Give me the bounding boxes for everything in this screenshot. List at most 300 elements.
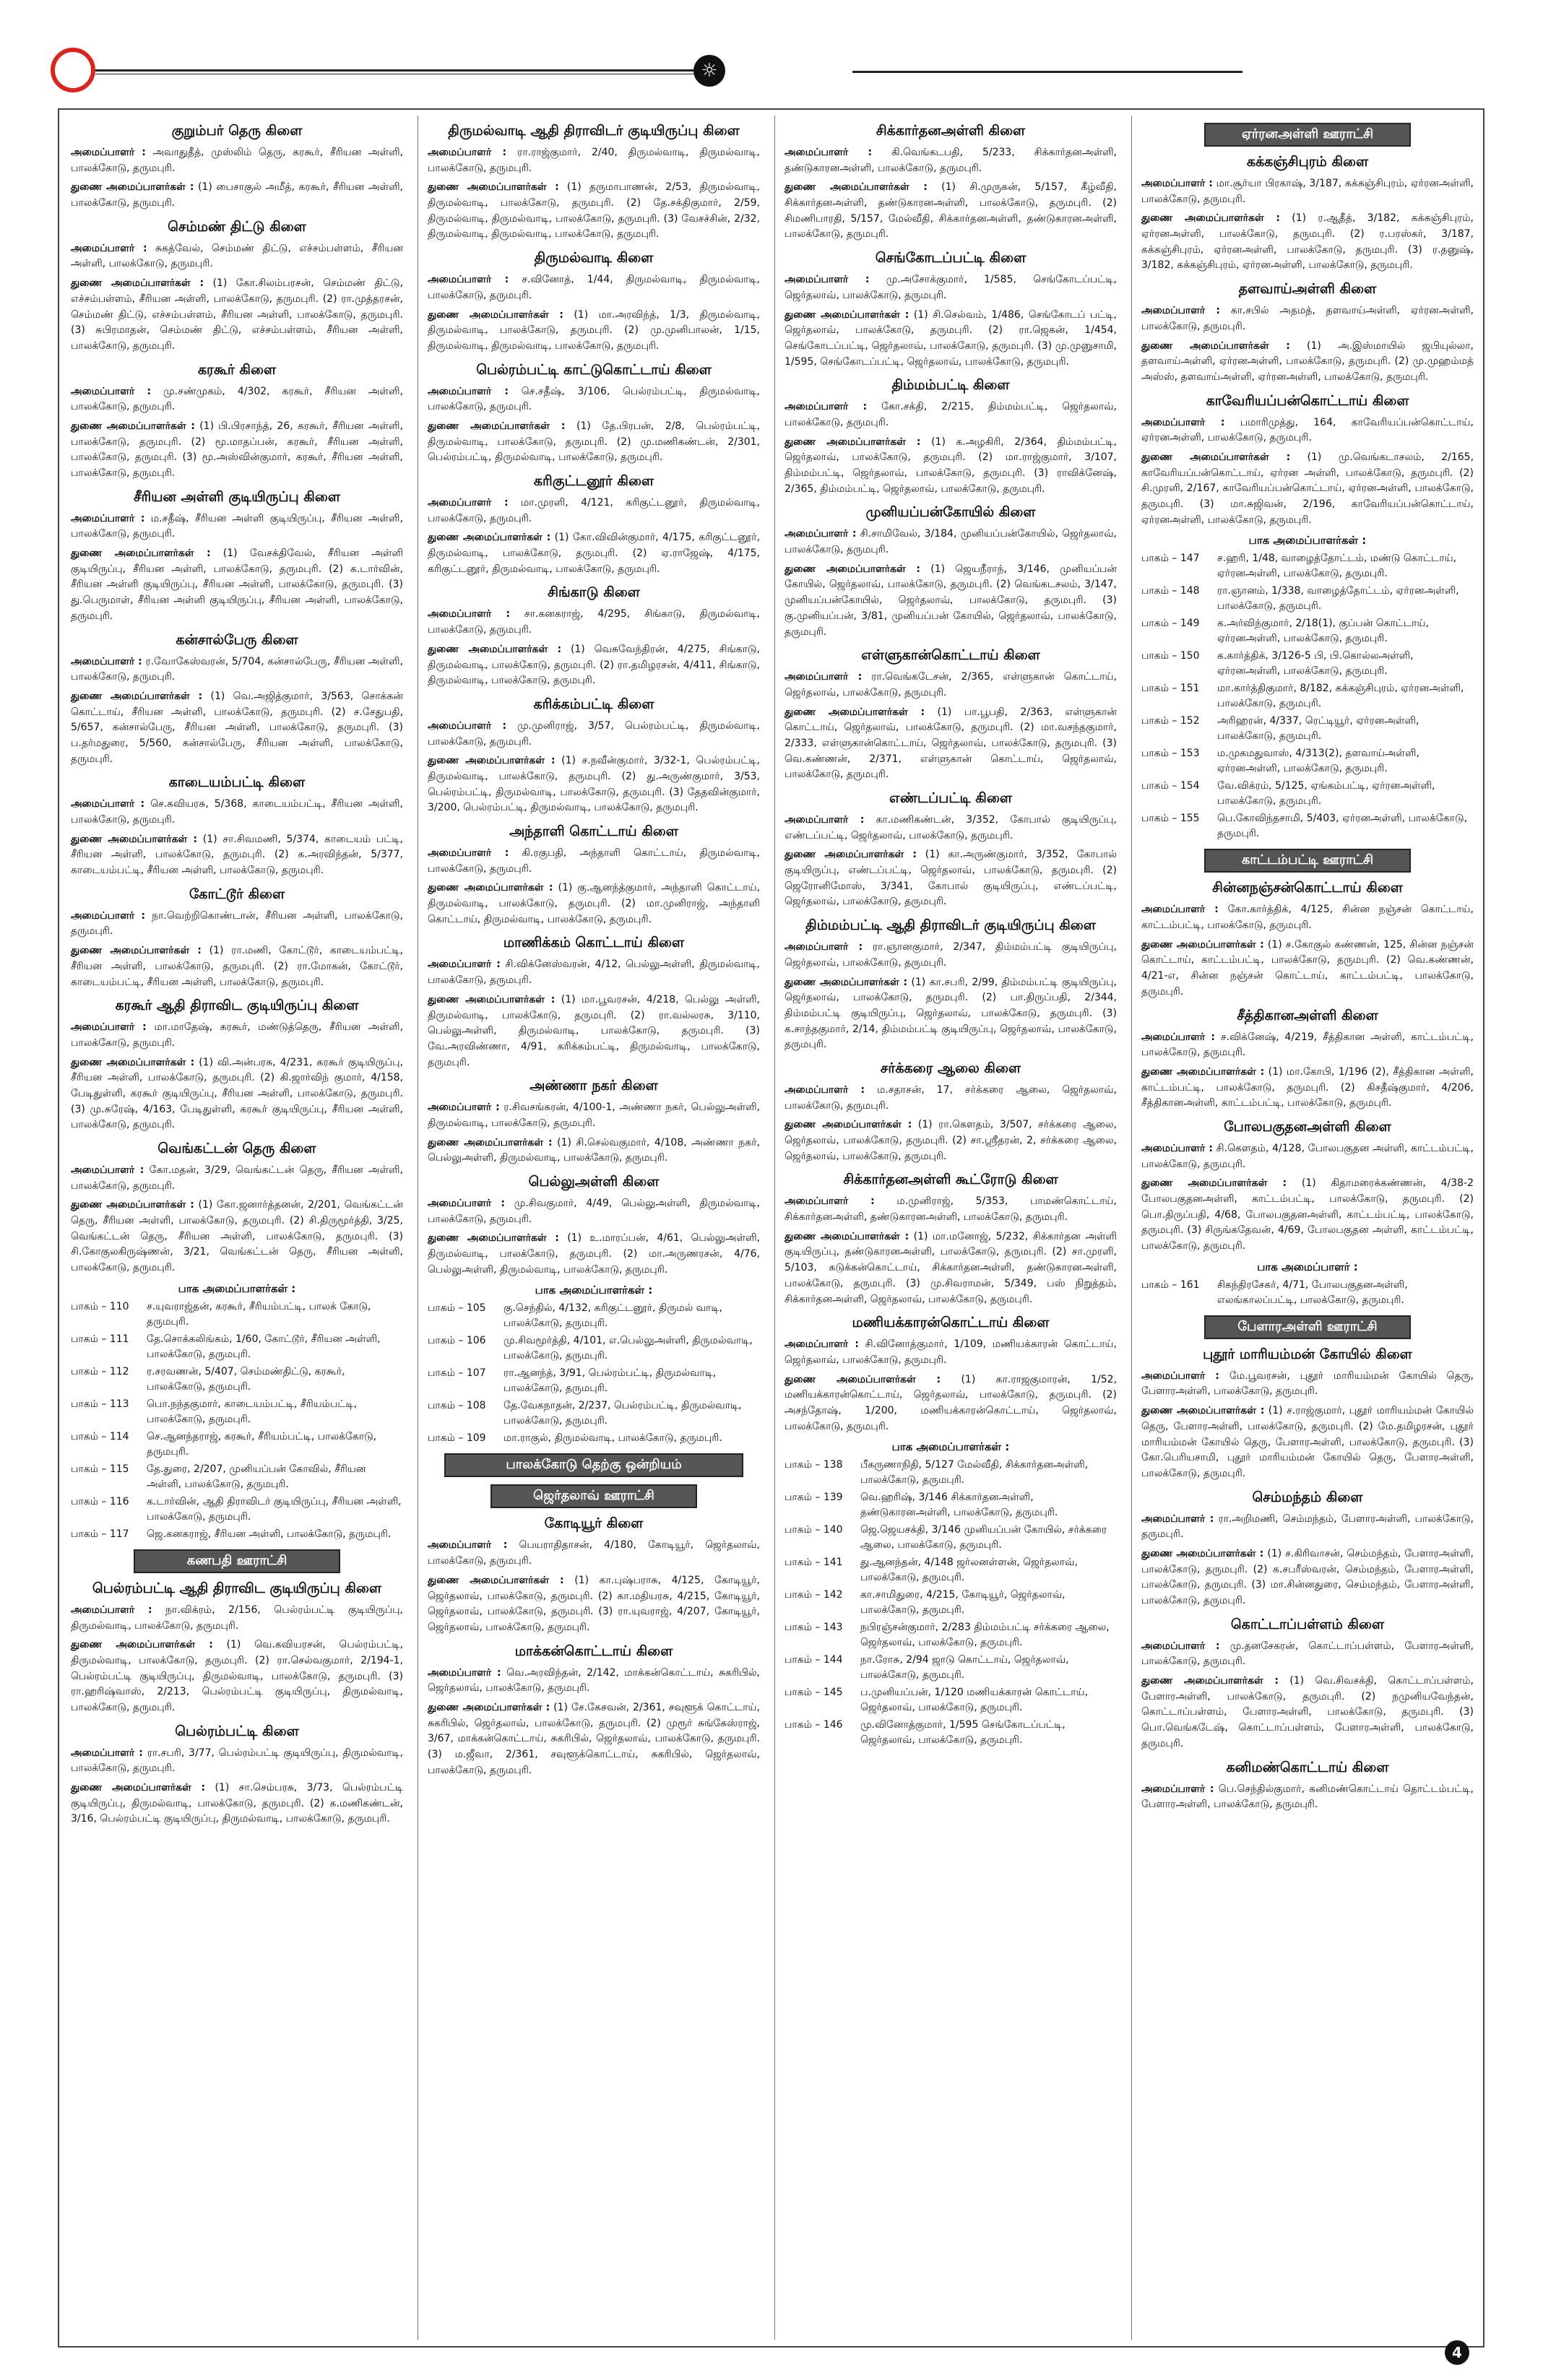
- branch-section: [428, 123, 760, 243]
- bagam-number: பாகம் – 108: [428, 1400, 486, 1412]
- bagam-number: பாகம் – 146: [785, 1719, 843, 1731]
- secretary-line: [428, 1538, 760, 1569]
- branch-title: சிக்கார்தனஅள்ளி கிளை: [876, 123, 1026, 139]
- branch-title: மாணிக்கம் கொட்டாய் கிளை: [503, 935, 685, 951]
- secretary-value: கா.சபில் அதமத், தளவாய்அள்ளி, ஏர்ரனஅள்ளி, பாலக்கோடு, தருமபுரி.: [1141, 305, 1474, 332]
- deputies-label: துணை அமைப்பாளர்கள் :: [785, 563, 920, 575]
- deputies-value: (1) மா.கோபி, 1/196 (2), சீத்திகான அள்ளி, காட்டம்பட்டி, பாலக்கோடு, தருமபுரி. (2) கிசதீஷ்குமார், 4/206, சீத்திகானஅள்ளி, காட்டம்பட்டி, பாலக்கோடு, தருமபுரி.: [1141, 1065, 1474, 1109]
- deputies-value: (1) கோ.விவின்குமார், 4/175, கரிகுட்டனூர், திருமல்வாடி, பாலக்கோடு, தருமபுரி. (2) ஏ.ராஜேஷ், 4/175, கரிகுட்டனூர், திருமல்வாடி, பாலக்கோடு, தருமபுரி.: [428, 532, 760, 575]
- secretary-value: நா.விக்ரம், 2/156, பெல்ரம்பட்டி குடியிருப்பு, திருமல்வாடி, பாலக்கோடு, தருமபுரி.: [71, 1604, 403, 1632]
- bagam-person: கு.செந்தில், 4/132, கரிகுட்டனூர், திருமல் வாடி, பாலக்கோடு, தருமபுரி.: [503, 1302, 722, 1330]
- secretary-line: [71, 1746, 403, 1777]
- deputies-label: துணை அமைப்பாளர்கள் :: [428, 532, 551, 544]
- branch-title: காடையம்பட்டி கிளை: [168, 774, 306, 791]
- deputies-label: துணை அமைப்பாளர்கள் :: [71, 1199, 194, 1211]
- deputies-line: [785, 180, 1117, 243]
- ooratchi-banner: பேளாரஅள்ளி ஊராட்சி: [1204, 1315, 1410, 1339]
- deputies-label: துணை அமைப்பாளர்கள் :: [785, 1230, 909, 1242]
- bagam-number: பாகம் – 105: [428, 1302, 486, 1315]
- secretary-value: செ.சதீஷ், 3/106, பெல்ரம்பட்டி, திருமல்வாடி, பாலக்கோடு, தருமபுரி.: [428, 385, 760, 413]
- bagam-row: [1141, 551, 1474, 581]
- secretary-line: [1141, 176, 1474, 207]
- bagam-row: [1141, 616, 1474, 646]
- deputies-value: (1) பா.பூபதி, 2/363, எள்ளுகான் கொட்டாய், ஜெர்தலாவ், பாலக்கோடு, தருமபுரி. (2) மா.வசந்தகுமார், 2/333, எள்ளுகான்கொட்டாய், ஜெர்தலாவ், பாலக்கோடு, தருமபுரி. (3) வெ.கண்ணன், 2/371, எள்ளுகான் கொட்டாய், ஜெர்தலாவ், பாலக்கோடு, தருமபுரி.: [785, 706, 1117, 781]
- deputies-label: துணை அமைப்பாளர்கள் :: [1141, 212, 1280, 225]
- branch-title: கரிகுட்டனூர் கிளை: [533, 473, 654, 489]
- union-banner: பாலக்கோடு தெற்கு ஒன்றியம்: [444, 1453, 743, 1477]
- deputies-label: துணை அமைப்பாளர்கள் :: [428, 1574, 564, 1586]
- bagam-heading: பாக அமைப்பாளர்கள் :: [535, 1284, 653, 1297]
- secretary-line: [71, 797, 403, 828]
- column-4: [1134, 116, 1481, 2340]
- branch-title: கரிக்கம்பட்டி கிளை: [533, 696, 654, 712]
- branch-list: [428, 1515, 760, 1778]
- bagam-person: தே.துரை, 2/207, முனியப்பன் கோவில், சீரியன அள்ளி, பாலக்கோடு, தருமபுரி.: [147, 1463, 366, 1490]
- branch-section: [71, 123, 403, 212]
- secretary-label: அமைப்பாளர் :: [71, 147, 146, 158]
- bagam-person: பொ.நந்தகுமார், காடையம்பட்டி, சீரியம்பட்டி, பாலக்கோடு, தருமபுரி.: [147, 1398, 358, 1425]
- bagam-row: [1141, 714, 1474, 744]
- deputies-label: துணை அமைப்பாளர்கள் :: [71, 1056, 195, 1068]
- bagam-person: செ.ஆனந்தராஜ், கரகூர், சீரியம்பட்டி, பாலக்கோடு, தருமபுரி.: [147, 1430, 377, 1458]
- secretary-line: [1141, 902, 1474, 933]
- deputies-value: (1) கிதாமரைக்கண்ணன், 4/38-2 போலபகுதனஅள்ளி, காட்டம்பட்டி, பாலக்கோடு, தருமபுரி. (2) பொ.திருப்பதி, 4/68, போலபகுதனஅள்ளி, காட்டம்பட்டி, பாலக்கோடு, தருமபுரி. (3) சிருங்கதேவன், 4/69, போலபகுதன அள்ளி, காட்டம்பட்டி, பாலக்கோடு, தருமபுரி.: [1141, 1177, 1474, 1252]
- secretary-label: அமைப்பாளர் :: [1141, 178, 1213, 189]
- deputies-line: [428, 530, 760, 577]
- secretary-label: அமைப்பாளர் :: [71, 909, 146, 922]
- deputies-line: [1141, 1674, 1474, 1752]
- deputies-label: துணை அமைப்பாளர்கள் :: [1141, 938, 1264, 951]
- branch-list: [428, 123, 760, 1278]
- secretary-line: [71, 909, 403, 940]
- bagam-row: [1141, 811, 1474, 841]
- column-divider: [1131, 116, 1132, 2340]
- deputies-line: [785, 847, 1117, 910]
- ooratchi-banner: ஜெர்தலாவ் ஊராட்சி: [490, 1484, 696, 1508]
- bagam-person: வே.விக்ரம், 5/125, ஏங்கம்பட்டி, ஏர்ரனஅள்ளி, பாலக்கோடு, தருமபுரி.: [1217, 780, 1435, 808]
- branch-section: [1141, 281, 1474, 385]
- secretary-value: அவாதுதீத், முஸ்லிம் தெரு, கரகூர், சீரியன அள்ளி, பாலக்கோடு, தருமபுரி.: [71, 147, 404, 174]
- branch-title: சர்க்கரை ஆலை கிளை: [880, 1060, 1021, 1076]
- branch-title: எண்டப்பட்டி கிளை: [889, 790, 1012, 806]
- bagam-person: அரிஹரன், 4/337, ரெட்டியூர், ஏர்ரனஅள்ளி, பாலக்கோடு, தருமபுரி.: [1217, 715, 1419, 743]
- deputies-label: துணை அமைப்பாளர்கள் :: [428, 1701, 550, 1713]
- secretary-value: பமாரிமுத்து, 164, காவேரியப்பன்கொட்டாய், ஏர்ரனஅள்ளி, பாலக்கோடு, தருமபுரி.: [1141, 416, 1474, 444]
- bagam-person: பெ.கோவிந்தசாமி, 5/403, ஏர்ரனஅள்ளி, பாலக்கோடு, தருமபுரி.: [1217, 813, 1468, 840]
- secretary-label: அமைப்பாளர் :: [785, 671, 863, 683]
- secretary-value: பெ.செந்தில்குமார், கனிமண்கொட்டாய் தொட்டம்பட்டி, பேளாரஅள்ளி, பாலக்கோடு, தருமபுரி.: [1141, 1783, 1474, 1811]
- column-divider: [774, 116, 775, 2340]
- deputies-label: துணை அமைப்பாளர்கள் :: [785, 1119, 912, 1131]
- secretary-label: அமைப்பாளர் :: [785, 941, 863, 953]
- branch-section: [785, 1172, 1117, 1307]
- page-number: 4: [1445, 2340, 1469, 2365]
- secretary-line: [71, 241, 403, 272]
- deputies-label: துணை அமைப்பாளர்கள் :: [71, 181, 194, 194]
- deputies-label: துணை அமைப்பாளர்கள் :: [1141, 1547, 1264, 1559]
- bagam-row: [785, 1490, 1117, 1520]
- secretary-line: [785, 940, 1117, 971]
- emblem-icon: ☼: [693, 55, 725, 87]
- secretary-value: கி.ரகுபதி, அந்தாளி கொட்டாய், திருமல்வாடி, பாலக்கோடு, தருமபுரி.: [428, 847, 761, 875]
- secretary-label: அமைப்பாளர் :: [1141, 1031, 1216, 1043]
- bagam-number: பாகம் – 155: [1141, 813, 1200, 825]
- secretary-label: அமைப்பாளர் :: [428, 959, 501, 971]
- bagam-person: நா.ரோசு, 2/94 ஜாடு கொட்டாய், ஜெர்தலாவ், பாலக்கோடு, தருமபுரி.: [860, 1654, 1069, 1682]
- column-2: [420, 116, 767, 2340]
- deputies-value: (1) ஜெயநீராந், 3/146, முனியப்பன் கோயில், ஜெர்தலாவ், பாலக்கோடு, தருமபுரி. (2) வெங்கடசலம், 3/147, முனியப்பன்கோயில், ஜெர்தலாவ், பாலக்கோடு, தருமபுரி. (3) கு.முனியப்பன், 3/81, முனியப்பன் கோயில், ஜெர்தலாவ், பாலக்கோடு, தருமபுரி.: [785, 563, 1117, 638]
- branch-section: [71, 632, 403, 768]
- branch-section: [428, 696, 760, 816]
- secretary-line: [71, 145, 403, 176]
- branch-title: வெங்கட்டன் தெரு கிளை: [157, 1141, 316, 1156]
- bagam-row: [1141, 779, 1474, 809]
- branch-title: பெல்ரம்பட்டி கிளை: [175, 1723, 299, 1739]
- bagam-person: மா.கார்த்திகுமார், 8/182, கக்கஞ்சிபுரம், ஏர்ரனஅள்ளி, பாலக்கோடு, தருமபுரி.: [1217, 683, 1464, 710]
- bagam-row: [1141, 746, 1474, 776]
- secretary-value: ரா.அறிமணி, செம்மந்தம், பேளாரஅள்ளி, பாலக்கோடு, தருமபுரி.: [1141, 1513, 1474, 1541]
- secretary-label: அமைப்பாளர் :: [1141, 1513, 1214, 1525]
- secretary-value: கோ.கார்த்திக், 4/125, சின்ன நஞ்சன் கொட்டாய், காட்டம்பட்டி, பாலக்கோடு, தருமபுரி.: [1141, 904, 1474, 932]
- branch-section: [785, 377, 1117, 497]
- secretary-value: ர.வோகேஸ்வரன், 5/704, கன்சால்பேரு, சீரியன அள்ளி, பாலக்கோடு, தருமபுரி.: [71, 655, 403, 683]
- bagam-number: பாகம் – 141: [785, 1557, 843, 1569]
- bagam-number: பாகம் – 112: [71, 1365, 129, 1377]
- branch-title: திருமல்வாடி கிளை: [534, 250, 654, 267]
- secretary-value: ம.சதாசன், 17, சர்க்கரை ஆலை, ஜெர்தலாவ், பாலக்கோடு, தருமபுரி.: [785, 1083, 1117, 1112]
- bagam-number: பாகம் – 106: [428, 1335, 486, 1347]
- bagam-person: வெ.ஹரிஷ், 3/146 சிக்கார்தனஅள்ளி, தண்டுகாரனஅள்ளி, பாலக்கோடு, தருமபுரி.: [860, 1492, 1058, 1519]
- secretary-line: [428, 272, 760, 303]
- branch-title: தளவாய்அள்ளி கிளை: [1238, 281, 1377, 298]
- deputies-line: [71, 1055, 403, 1133]
- bagam-row: [785, 1718, 1117, 1748]
- deputies-label: துணை அமைப்பாளர்கள் :: [71, 1782, 206, 1793]
- branch-list: [71, 1580, 403, 1827]
- bagam-number: பாகம் – 109: [428, 1432, 486, 1445]
- secretary-value: சி.வினோத்குமார், 1/109, மணியக்காரன் கொட்டாய், ஜெர்தலாவ், பாலக்கோடு, தருமபுரி.: [785, 1338, 1117, 1366]
- deputies-value: (1) ச.நவீன்குமார், 3/32-1, பெல்ரம்பட்டி, திருமல்வாடி, பாலக்கோடு, தருமபுரி. (2) து.அருண்குமார், 3/53, பெல்ரம்பட்டி, திருமல்வாடி, பாலக்கோடு, தருமபுரி. (3) தேதவின்குமார், 3/200, பெல்ரம்பட்டி, திருமல்வாடி, பாலக்கோடு, தருமபுரி.: [428, 755, 760, 814]
- deputies-value: (1) வி.அன்பரசு, 4/231, கரகூர் குடியிருப்பு, சீரியன அள்ளி, பாலக்கோடு, தருமபுரி. (2) கி.ஜார்விந் குமார், 4/158, பேடிதுள்ளி, கரகூர் குடியிருப்பு, சீரியன அள்ளி, பாலக்கோடு, தருமபுரி. (3) மு.சுரேஷ், 4/163, பேடிதுள்ளி, கரகூர் குடியிருப்பு, சீரியன அள்ளி, பாலக்கோடு, தருமபுரி.: [71, 1056, 403, 1131]
- deputies-value: (1) மு.வெங்கடாசலம், 2/165, காவேரியப்பன்கொட்டாய், ஏர்ரன அள்ளி, பாலக்கோடு, தருமபுரி. (2) சி.முரளி, 2/167, காவேரியப்பன்கொட்டாய், ஏர்ரனஅள்ளி, பாலக்கோடு, தருமபுரி. (3) மா.சுஜிவன், 2/196, காவேரியப்பன்கொட்டாய், ஏர்ரனஅள்ளி, பாலக்கோடு, தருமபுரி.: [1141, 451, 1474, 526]
- deputies-line: [428, 753, 760, 816]
- secretary-value: நா.வெற்றிகொண்டான், சீரியன அள்ளி, பாலக்கோடு, தருமபுரி.: [71, 909, 403, 938]
- bagam-number: பாகம் – 111: [71, 1333, 129, 1345]
- deputies-label: துணை அமைப்பாளர்கள் :: [428, 181, 559, 194]
- bagam-person: க.கார்த்திக், 3/126-5 பி, பி.கொல்லஅள்ளி, ஏர்ரனஅள்ளி, பாலக்கோடு, தருமபுரி.: [1217, 650, 1414, 678]
- deputies-label: துணை அமைப்பாளர்கள் :: [71, 690, 203, 702]
- bagam-number: பாகம் – 110: [71, 1300, 129, 1312]
- branch-section: [785, 917, 1117, 1053]
- secretary-label: அமைப்பாளர் :: [785, 1083, 865, 1096]
- branch-section: [785, 790, 1117, 910]
- branch-title: சிக்கார்தனஅள்ளி கூட்ரோடு கிளை: [843, 1172, 1058, 1188]
- secretary-value: மு.சிவகுமார், 4/49, பெல்லுஅள்ளி, திருமல்வாடி, பாலக்கோடு, தருமபுரி.: [428, 1198, 760, 1225]
- deputies-value: (1) மா.பூவரசன், 4/218, பெல்லு அள்ளி, திருமல்வாடி, பாலக்கோடு, தருமபுரி. (2) ரா.வல்லரசு, 3/110, பெல்லுஅள்ளி, திருமல்வாடி, பாலக்கோடு, தருமபுரி. (3) வே.அரவிண்ணா, 4/91, கரிக்கம்பட்டி, திருமல்வாடி, பாலக்கோடு, தருமபுரி.: [428, 993, 761, 1068]
- bagam-number: பாகம் – 152: [1141, 715, 1200, 727]
- deputies-label: துணை அமைப்பாளர்கள் :: [1141, 1177, 1287, 1190]
- deputies-value: (1) சி.முருகன், 5/157, கீழ்வீதி, சிக்கார்தனஅள்ளி, தண்டுகாரனஅள்ளி, பாலக்கோடு, தருமபுரி. (2) சிமணிபாரதி, 5/157, மேல்வீதி, சிக்கார்தனஅள்ளி, தண்டுகாரனஅள்ளி, பாலக்கோடு, தருமபுரி.: [785, 181, 1118, 241]
- bagam-number: பாகம் – 145: [785, 1687, 843, 1699]
- bagam-number: பாகம் – 113: [71, 1398, 129, 1410]
- deputies-line: [428, 1231, 760, 1278]
- deputies-line: [1141, 938, 1474, 1000]
- branch-section: [428, 1078, 760, 1167]
- secretary-value: கி.வெங்கடபதி, 5/233, சிக்கார்தனஅள்ளி, தண்டுகாரனஅள்ளி, பாலக்கோடு, தருமபுரி.: [785, 147, 1117, 174]
- secretary-value: மு.அசோக்குமார், 1/585, செங்கோடப்பட்டி, ஜெர்தலாவ், பாலக்கோடு, தருமபுரி.: [785, 274, 1118, 301]
- deputies-line: [1141, 1403, 1474, 1481]
- branch-section: [785, 250, 1117, 370]
- bagam-person: ச.ஹரி, 1/48, வாழைத்தோட்டம், மண்டு கொட்டாய், ஏர்ரனஅள்ளி, பாலக்கோடு, தருமபுரி.: [1217, 553, 1457, 580]
- secretary-label: அமைப்பாளர் :: [428, 719, 507, 732]
- bagam-number: பாகம் – 116: [71, 1495, 129, 1507]
- secretary-line: [1141, 1141, 1474, 1172]
- secretary-line: [428, 846, 760, 877]
- deputies-value: (1) அ.இஸ்மாயில் ஜபியுல்லா, தளவாய்அள்ளி, ஏர்ரனஅள்ளி, பாலக்கோடு, தருமபுரி. (2) மு.முஹம்மத் அஸ்ஸ், தளவாய்அள்ளி, ஏர்ரனஅள்ளி, பாலக்கோடு, தருமபுரி.: [1141, 339, 1474, 383]
- deputies-label: துணை அமைப்பாளர்கள் :: [71, 833, 197, 845]
- column-1: [64, 116, 410, 2340]
- branch-section: [785, 504, 1117, 640]
- branch-section: [428, 1515, 760, 1635]
- deputies-line: [71, 832, 403, 879]
- deputies-value: (1) பி.பிரசாந்த், 26, கரகூர், சீரியன அள்ளி, பாலக்கோடு, தருமபுரி. (2) மூ.மாதப்பன், கரகூர், சீரியன அள்ளி, பாலக்கோடு, தருமபுரி. (3) மூ.அஸ்வின்குமார், கரகூர், சீரியன அள்ளி, பாலக்கோடு, தருமபுரி.: [71, 420, 403, 479]
- branch-title: பெல்ரம்பட்டி ஆதி திராவிட குடியிருப்பு கிளை: [92, 1580, 382, 1596]
- ooratchi-banner: காட்டம்பட்டி ஊராட்சி: [1204, 849, 1410, 873]
- branch-section: [428, 935, 760, 1070]
- bagam-person: மு.வினோத்குமார், 1/595 செங்கோடப்பட்டி, ஜெர்தலாவ், பாலக்கோடு, தருமபுரி.: [860, 1719, 1066, 1747]
- deputies-value: (1) வெ.கவியரசன், பெல்ரம்பட்டி, திருமல்வாடி, பாலக்கோடு, தருமபுரி. (2) ரா.செல்வகுமார், 2/194-1, பெல்ரம்பட்டி குடியிருப்பு, திருமல்வாடி, பாலக்கோடு, தருமபுரி. (3) ரா.ஹரிஷ்வாஸ், 2/213, பெல்ரம்பட்டி குடியிருப்பு, திருமல்வாடி, பாலக்கோடு, தருமபுரி.: [71, 1639, 404, 1713]
- bagam-number: பாகம் – 153: [1141, 748, 1200, 760]
- branch-title: செம்மண் திட்டு கிளை: [168, 218, 306, 235]
- deputies-line: [428, 180, 760, 243]
- bagam-row: [428, 1431, 760, 1446]
- secretary-line: [785, 527, 1117, 558]
- deputies-line: [428, 642, 760, 689]
- secretary-value: பெயராதிதாசன், 4/180, கோடியூர், ஜெர்தலாவ், பாலக்கோடு, தருமபுரி.: [428, 1539, 760, 1567]
- branch-title: கக்கஞ்சிபுரம் கிளை: [1246, 154, 1369, 170]
- secretary-value: வெ.அரவிந்தன், 2/142, மாக்கன்கொட்டாய், சுகரிபில், ஜெர்தலாவ், பாலக்கோடு, தருமபுரி.: [428, 1666, 761, 1695]
- branch-section: [428, 1643, 760, 1779]
- deputies-value: (1) சா.சிவமணி, 5/374, காடையம் பட்டி, சீரியன அள்ளி, பாலக்கோடு, தருமபுரி. (2) க.அரவிந்தன், 5/377, காடையம்பட்டி, சீரியன அள்ளி, பாலக்கோடு, தருமபுரி.: [71, 833, 403, 877]
- bagam-list: [428, 1301, 760, 1446]
- deputies-value: (1) சி.செல்வம், 1/486, செங்கோடப் பட்டி, ஜெர்தலாவ், பாலக்கோடு, தருமபுரி. (2) ரா.ஜெகன், 1/454, செங்கோடப்பட்டி, ஜெர்தலாவ், பாலக்கோடு, தருமபுரி. (3) மு.முனுசாமி, 1/595, செங்கோடப்பட்டி, ஜெர்தலாவ், பாலக்கோடு, தருமபுரி.: [785, 308, 1118, 368]
- secretary-value: கா.மணிகண்டன், 3/352, கோபால் குடியிருப்பு, எண்டப்பட்டி, ஜெர்தலாவ், பாலக்கோடு, தருமபுரி.: [785, 814, 1118, 841]
- deputies-line: [71, 180, 403, 211]
- deputies-value: (1) சி.செல்வகுமார், 4/108, அண்ணா நகர், பெல்லுஅள்ளி, திருமல்வாடி, பாலக்கோடு, தருமபுரி.: [428, 1136, 761, 1164]
- deputies-line: [71, 276, 403, 354]
- branch-list: [71, 123, 403, 1276]
- secretary-value: மா.சூர்யா பிரகாஷ், 3/187, கக்கஞ்சிபுரம், ஏர்ரனஅள்ளி, பாலக்கோடு, தருமபுரி.: [1141, 178, 1474, 205]
- secretary-line: [71, 511, 403, 542]
- secretary-line: [1141, 1782, 1474, 1813]
- branch-section: [1141, 393, 1474, 529]
- deputies-value: (1) ரா.மணி, கோட்டூர், காடையம்பட்டி, சீரியன அள்ளி, பாலக்கோடு, தருமபுரி. (2) ரா.மோகன், கோட்டூர், காடையம்பட்டி, சீரியன அள்ளி, பாலக்கோடு, தருமபுரி.: [71, 945, 403, 988]
- secretary-line: [71, 1020, 403, 1051]
- secretary-value: மு.முனிராஜ், 3/57, பெல்ரம்பட்டி, திருமல்வாடி, பாலக்கோடு, தருமபுரி.: [428, 719, 760, 748]
- deputies-line: [428, 1700, 760, 1778]
- deputies-label: துணை அமைப்பாளர்கள் :: [785, 706, 925, 718]
- bagam-person: ச.யுவராஜ்தன், கரகூர், சீரியம்பட்டி, பாலக் கோடு, தருமபுரி.: [147, 1300, 371, 1328]
- deputies-label: துணை அமைப்பாளர்கள் :: [785, 1373, 941, 1385]
- deputies-line: [71, 1637, 403, 1715]
- bagam-number: பாகம் – 139: [785, 1492, 843, 1504]
- deputies-value: (1) கு.ஆனந்த்குமார், அந்தாளி கொட்டாய், திருமல்வாடி, பாலக்கோடு, தருமபுரி. (2) மா.முனிராஜ், அந்தாளி கொட்டாய், திருமல்வாடி, பாலக்கோடு, தருமபுரி.: [428, 882, 761, 925]
- secretary-label: அமைப்பாளர் :: [785, 1195, 875, 1208]
- bagam-row: [1141, 584, 1474, 614]
- bagam-heading: பாக அமைப்பாளர்கள் :: [178, 1281, 296, 1295]
- bagam-person: ம.முகமதுவாஸ், 4/313(2), தளவாய்அள்ளி, ஏர்ரனஅள்ளி, பாலக்கோடு, தருமபுரி.: [1217, 748, 1419, 775]
- deputies-label: துணை அமைப்பாளர்கள் :: [71, 420, 195, 432]
- deputies-line: [785, 435, 1117, 498]
- secretary-label: அமைப்பாளர் :: [785, 147, 873, 158]
- deputies-label: துணை அமைப்பாளர்கள் :: [428, 643, 562, 655]
- secretary-label: அமைப்பாளர் :: [1141, 1142, 1213, 1154]
- branch-title: எள்ளுகான்கொட்டாய் கிளை: [861, 647, 1040, 664]
- deputies-label: துணை அமைப்பாளர்கள் :: [785, 181, 928, 194]
- bagam-person: ர.சரவணன், 5/407, செம்மண்திட்டு, கரகூர், பாலக்கோடு, தருமபுரி.: [147, 1365, 345, 1393]
- deputies-line: [1141, 1065, 1474, 1112]
- branch-section: [1141, 880, 1474, 1000]
- bagam-row: [785, 1555, 1117, 1585]
- deputies-value: (1) ரா.கௌதம், 3/507, சர்க்கரை ஆலை, ஜெர்தலாவ், பாலக்கோடு, தருமபுரி. (2) சா.ஸ்ரீதரன், 2, சர்க்கரை ஆலை, ஜெர்தலாவ், பாலக்கோடு, தருமபுரி.: [785, 1119, 1117, 1162]
- deputies-line: [785, 705, 1117, 783]
- secretary-label: அமைப்பாளர் :: [71, 1747, 143, 1759]
- deputies-label: துணை அமைப்பாளர்கள் :: [428, 755, 556, 767]
- deputies-line: [71, 943, 403, 990]
- bagam-row: [785, 1458, 1117, 1488]
- branch-title: கனிமண்கொட்டாய் கிளை: [1226, 1759, 1389, 1775]
- branch-section: [71, 1141, 403, 1276]
- masthead-rule-right: [852, 71, 1242, 73]
- branch-section: [785, 1060, 1117, 1164]
- bagam-list: [785, 1458, 1117, 1748]
- branch-section: [428, 362, 760, 466]
- branch-section: [428, 1174, 760, 1278]
- secretary-line: [1141, 1639, 1474, 1670]
- bagam-number: பாகம் – 115: [71, 1463, 129, 1475]
- branch-list: [1141, 154, 1474, 528]
- secretary-label: அமைப்பாளர் :: [785, 274, 870, 286]
- branch-title: சீத்திகானஅள்ளி கிளை: [1237, 1007, 1378, 1024]
- branch-section: [71, 774, 403, 878]
- secretary-value: ரா.சபரி, 3/77, பெல்ரம்பட்டி குடியிருப்பு, திருமல்வாடி, பாலக்கோடு, தருமபுரி.: [71, 1747, 403, 1775]
- bagam-row: [71, 1397, 403, 1427]
- deputies-value: (1) ர.ஆதீத், 3/182, கக்கஞ்சிபுரம், ஏர்ரனஅள்ளி, பாலக்கோடு, தருமபுரி. (2) ர.பரஸ்கர், 3/187, கக்கஞ்சிபுரம், ஏர்ரனஅள்ளி, பாலக்கோடு, தருமபுரி. (3) ர.தனுஷ், 3/182, கக்கஞ்சிபுரம், ஏர்ரனஅள்ளி, பாலக்கோடு, தருமபுரி.: [1141, 212, 1474, 272]
- branch-section: [1141, 1119, 1474, 1255]
- secretary-label: அமைப்பாளர் :: [1141, 1783, 1214, 1795]
- deputies-value: (1) ச.ராஜ்குமார், புதூர் மாரியம்மன் கோயில் தெரு, பேளாரஅள்ளி, பாலக்கோடு, தருமபுரி. (2) மே.தமிழரசன், புதூர் மாரியம்மன் கோயில் தெரு, பேளாரஅள்ளி, பாலக்கோடு, தருமபுரி. (3) கோ.பெரியசாமி, புதூர் மாரியம்மன் கோயில் தெரு, பேளாரஅள்ளி, பாலக்கோடு, தருமபுரி.: [1141, 1405, 1474, 1479]
- bagam-row: [71, 1332, 403, 1362]
- secretary-line: [71, 654, 403, 685]
- bagam-row: [71, 1299, 403, 1330]
- deputies-label: துணை அமைப்பாளர்கள் :: [428, 308, 564, 321]
- branch-title: மணியக்காரன்கொட்டாய் கிளை: [852, 1315, 1050, 1331]
- secretary-value: கோ.சக்தி, 2/215, திம்மம்பட்டி, ஜெர்தலாவ், பாலக்கோடு, தருமபுரி.: [785, 401, 1117, 428]
- secretary-line: [785, 145, 1117, 176]
- secretary-line: [428, 145, 760, 176]
- secretary-value: ர.சிவசங்கரன், 4/100-1, அண்ணா நகர், பெல்லுஅள்ளி, திருமல்வாடி, பாலக்கோடு, தருமபுரி.: [428, 1102, 760, 1129]
- deputies-value: (1) உ.மாரப்பன், 4/61, பெல்லுஅள்ளி, திருமல்வாடி, பாலக்கோடு, தருமபுரி. (2) மா.அருணரசன், 4/76, பெல்லுஅள்ளி, திருமல்வாடி, பாலக்கோடு, தருமபுரி.: [428, 1232, 761, 1276]
- branch-section: [785, 1315, 1117, 1435]
- deputies-line: [428, 419, 760, 466]
- deputies-value: (1) மா.அரவிந்த், 1/3, திருமல்வாடி, திருமல்வாடி, பாலக்கோடு, தருமபுரி. (2) மு.முனிபாலன், 1/15, திருமல்வாடி, திருமல்வாடி, பாலக்கோடு, தருமபுரி.: [428, 308, 761, 352]
- deputies-line: [428, 1573, 760, 1636]
- bagam-heading: பாக அமைப்பாளர்கள் :: [1248, 534, 1367, 548]
- branch-section: [71, 998, 403, 1133]
- bagam-row: [71, 1494, 403, 1525]
- bagam-person: பீகருணாநிதி, 5/127 மேல்வீதி, சிக்கார்தனஅள்ளி, பாலக்கோடு, தருமபுரி.: [860, 1459, 1089, 1487]
- branch-title: கரகூர் ஆதி திராவிட குடியிருப்பு கிளை: [115, 998, 359, 1014]
- secretary-line: [428, 719, 760, 750]
- deputies-label: துணை அமைப்பாளர்கள் :: [71, 277, 204, 290]
- bagam-person: ஜெ.கனகராஜ், சீரியன அள்ளி, பாலக்கோடு, தருமபுரி.: [147, 1528, 392, 1540]
- secretary-label: அமைப்பாளர் :: [428, 608, 511, 620]
- branch-section: [1141, 1346, 1474, 1482]
- secretary-line: [785, 813, 1117, 844]
- secretary-label: அமைப்பாளர் :: [71, 1021, 147, 1034]
- deputies-line: [428, 992, 760, 1070]
- secretary-label: அமைப்பாளர் :: [428, 1539, 508, 1552]
- bagam-number: பாகம் – 114: [71, 1430, 129, 1442]
- deputies-line: [1141, 1546, 1474, 1609]
- secretary-value: கோ.மதன், 3/29, வெங்கட்டன் தெரு, சீரியன அள்ளி, பாலக்கோடு, தருமபுரி.: [71, 1164, 403, 1192]
- secretary-value: ரா.வெங்கடேசன், 2/365, எள்ளுகான் கொட்டாய், ஜெர்தலாவ், பாலக்கோடு, தருமபுரி.: [785, 671, 1118, 698]
- secretary-label: அமைப்பாளர் :: [71, 1164, 144, 1176]
- branch-section: [71, 489, 403, 625]
- secretary-label: அமைப்பாளர் :: [1141, 904, 1219, 916]
- secretary-label: அமைப்பாளர் :: [1141, 416, 1225, 428]
- secretary-line: [428, 1666, 760, 1697]
- branch-section: [428, 823, 760, 927]
- deputies-value: (1) வெ.சிவசக்தி, கொட்டாப்பள்ளம், பேளாரஅள்ளி, பாலக்கோடு, தருமபுரி. (2) நமுனியவேந்தன், கொட்டாப்பள்ளம், பேளாரஅள்ளி, பாலக்கோடு, தருமபுரி. (3) பொ.வெங்கடேஷ், கொட்டாப்பள்ளம், பேளாரஅள்ளி, பாலக்கோடு, தருமபுரி.: [1141, 1675, 1474, 1749]
- deputies-line: [428, 880, 760, 927]
- bagam-number: பாகம் – 117: [71, 1528, 129, 1540]
- bagam-person: மு.சிவமூர்த்தி, 4/101, எ.பெல்லுஅள்ளி, திருமல்வாடி, பாலக்கோடு, தருமபுரி.: [503, 1335, 753, 1362]
- secretary-line: [785, 1337, 1117, 1368]
- bagam-person: ப.முனியப்பன், 1/120 மணியக்காரன் கொட்டாய், ஜெர்தலாவ், பாலக்கோடு, தருமபுரி.: [860, 1687, 1089, 1714]
- ooratchi-banner: கணபதி ஊராட்சி: [134, 1549, 340, 1573]
- secretary-label: அமைப்பாளர் :: [1141, 305, 1220, 317]
- bagam-person: ரா.ஞானம், 1/338, வாழைத்தோட்டம், ஏர்ரனஅள்ளி, பாலக்கோடு, தருமபுரி.: [1217, 585, 1459, 613]
- secretary-label: அமைப்பாளர் :: [71, 798, 145, 810]
- secretary-label: அமைப்பாளர் :: [785, 401, 868, 413]
- deputies-value: (1) வேசக்திவேல், சீரியன அள்ளி குடியிருப்பு, சீரியன அள்ளி, பாலக்கோடு, தருமபுரி. (2) க.டார்வின், சீரியன அள்ளி குடியிருப்பு, சீரியன அள்ளி, பாலக்கோடு, தருமபுரி. (3) து.பெருமாள், சீரியன அள்ளி குடியிருப்பு, சீரியன அள்ளி, பாலக்கோடு, தருமபுரி.: [71, 548, 404, 622]
- bagam-row: [785, 1523, 1117, 1553]
- secretary-value: சி.விக்னேஸ்வரன், 4/12, பெல்லுஅள்ளி, திருமல்வாடி, பாலக்கோடு, தருமபுரி.: [428, 959, 760, 987]
- bagam-row: [1141, 1278, 1474, 1308]
- branch-list: [1141, 880, 1474, 1254]
- branch-section: [71, 1723, 403, 1827]
- secretary-value: ச.வினோத், 1/44, திருமல்வாடி, திருமல்வாடி, பாலக்கோடு, தருமபுரி.: [428, 274, 761, 301]
- branch-section: [1141, 1489, 1474, 1609]
- branch-title: கரகூர் கிளை: [197, 361, 277, 378]
- secretary-line: [71, 384, 403, 415]
- deputies-line: [71, 1780, 403, 1827]
- bagam-number: பாகம் – 148: [1141, 585, 1200, 597]
- secretary-label: அமைப்பாளர் :: [428, 274, 509, 286]
- deputies-label: துணை அமைப்பாளர்கள் :: [71, 1639, 213, 1651]
- secretary-label: அமைப்பாளர் :: [1141, 1640, 1220, 1652]
- secretary-line: [1141, 1369, 1474, 1400]
- branch-title: திருமல்வாடி ஆதி திராவிடர் குடியிருப்பு கிளை: [448, 123, 740, 139]
- deputies-line: [785, 1117, 1117, 1164]
- bagam-row: [71, 1462, 403, 1492]
- bagam-row: [1141, 649, 1474, 679]
- column-3: [777, 116, 1124, 2340]
- secretary-label: அமைப்பாளர் :: [71, 242, 147, 254]
- bagam-list: [1141, 1278, 1474, 1308]
- deputies-label: துணை அமைப்பாளர்கள் :: [1141, 1405, 1265, 1417]
